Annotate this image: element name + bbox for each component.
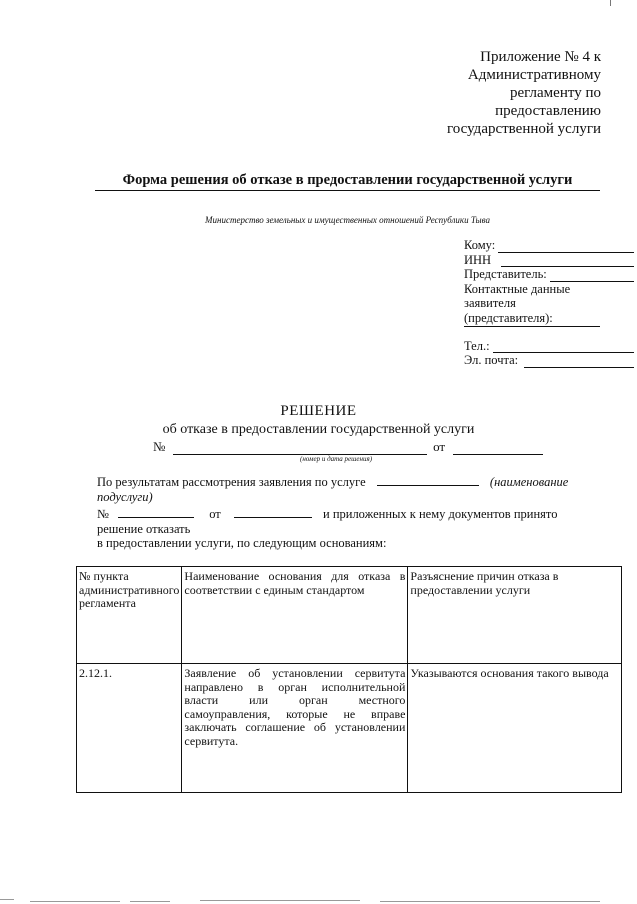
recipient-contacts-label: заявителя bbox=[464, 296, 516, 311]
application-date-field bbox=[234, 507, 312, 518]
recipient-email-label: Эл. почта: bbox=[464, 353, 519, 368]
appendix-line: предоставлению bbox=[495, 103, 601, 119]
body-paragraph-2 bbox=[97, 507, 597, 536]
recipient-email-field bbox=[524, 357, 634, 368]
recipient-phone-label: Тел.: bbox=[464, 338, 490, 353]
header-point: № пункта административного регламента bbox=[77, 567, 182, 664]
recipient-email-row bbox=[464, 353, 634, 368]
recipient-to-label: Кому: bbox=[464, 238, 496, 252]
decision-number-label: № bbox=[153, 439, 166, 454]
reasons-table bbox=[76, 566, 622, 793]
appendix-line: Административному bbox=[467, 67, 601, 83]
body-p2-from: от bbox=[209, 507, 221, 521]
decision-number-row bbox=[153, 439, 543, 455]
body-p1-text: По результатам рассмотрения заявления по услуге bbox=[97, 475, 366, 489]
appendix-line: Приложение № 4 к bbox=[480, 49, 601, 65]
decision-from-label: от bbox=[433, 439, 446, 454]
decision-body bbox=[97, 475, 597, 551]
recipient-to-row bbox=[464, 238, 634, 253]
cell-explanation: Указываются основания такого вывода bbox=[408, 664, 622, 793]
recipient-contacts-label: Контактные данные bbox=[464, 281, 571, 296]
recipient-rep-label: Представитель: bbox=[464, 267, 547, 282]
decision-title: РЕШЕНИЕ bbox=[280, 403, 357, 419]
form-title: Форма решения об отказе в предоставлении государственной услуги bbox=[95, 172, 600, 191]
cell-point: 2.12.1. bbox=[77, 664, 182, 793]
recipient-inn-row bbox=[464, 253, 634, 268]
cell-reason: Заявление об установлении сервитута направлено в орган исполнительной власти или орган местного самоуправления, которые не вправе заключать соглашение об установлении сервитута. bbox=[182, 664, 408, 793]
decision-number-hint: (номер и дата решения) bbox=[300, 455, 373, 463]
recipient-phone-row bbox=[464, 339, 634, 354]
recipient-inn-field bbox=[501, 256, 634, 267]
recipient-rep-field bbox=[550, 271, 634, 282]
table-header-row bbox=[77, 567, 622, 664]
application-number-field bbox=[118, 507, 194, 518]
appendix-note bbox=[361, 48, 601, 138]
body-p2-rest: и приложенных к нему документов принято решение отказать bbox=[97, 507, 558, 536]
recipient-rep-row bbox=[464, 267, 634, 282]
header-explanation: Разъяснение причин отказа в предоставлении услуги bbox=[408, 567, 622, 664]
appendix-line: государственной услуги bbox=[447, 121, 601, 137]
table-row bbox=[77, 664, 622, 793]
body-paragraph-3: в предоставлении услуги, по следующим основаниям: bbox=[97, 536, 387, 550]
recipient-to-field bbox=[498, 242, 634, 253]
decision-number-field bbox=[173, 443, 427, 455]
recipient-phone-field bbox=[493, 342, 634, 353]
body-p1-italic: (наименование подуслуги) bbox=[97, 475, 569, 504]
scan-edge bbox=[0, 895, 637, 904]
body-paragraph-1 bbox=[97, 475, 597, 504]
body-p2-no: № bbox=[97, 507, 109, 521]
appendix-line: регламенту по bbox=[509, 85, 601, 101]
recipient-inn-label: ИНН bbox=[464, 252, 492, 267]
decision-date-field bbox=[453, 443, 543, 455]
header-reason: Наименование основания для отказа в соответствии с единым стандартом bbox=[182, 567, 408, 664]
service-name-field bbox=[377, 475, 479, 486]
recipient-block bbox=[464, 238, 634, 368]
ministry-name: Министерство земельных и имущественных отношений Республики Тыва bbox=[205, 215, 490, 225]
scan-mark bbox=[610, 0, 611, 6]
decision-subtitle: об отказе в предоставлении государственной услуги bbox=[162, 422, 475, 437]
recipient-contacts-label: (представителя): bbox=[464, 311, 600, 327]
